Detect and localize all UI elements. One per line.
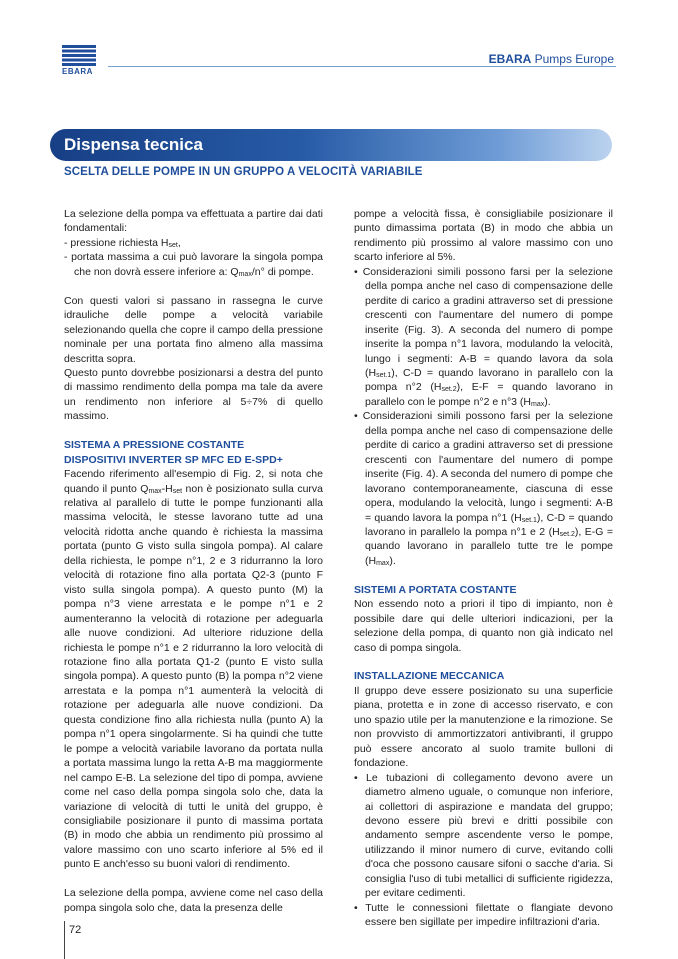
list-item-pressure: - pressione richiesta $H_{set}$,	[64, 236, 181, 249]
section-heading-installation: INSTALLAZIONE MECCANICA	[354, 670, 505, 683]
paragraph-selection: La selezione della pompa, avviene come nel caso della pompa singola solo che, data la presenza delle	[64, 887, 323, 914]
section-heading-constant-pressure: SISTEMA A PRESSIONE COSTANTE	[64, 439, 245, 452]
bullet-piping: • Le tubazioni di collegamento devono avere un diametro almeno uguale, o comunque non inferiore, ai collettori di aspirazione e mandata del gruppo; devono essere più brevi e dritti possibile con andamento sempre ascendente verso le pompe, utilizzando il minor numero di curve, evitando colli d'oca che possono causare sifoni o sacche d'aria. Si consiglia l'uso di tubi metallici di sufficiente rigidezza, per evitare cedimenti.	[354, 771, 613, 900]
paragraph-efficiency: Questo punto dovrebbe posizionarsi a destra del punto di massimo rendimento della pompa ma tale da avere un rendimento non inferiore al 5÷7% di quello massimo.	[64, 366, 323, 423]
section-heading-constant-flow: SISTEMI A PORTATA COSTANTE	[354, 583, 517, 596]
bullet-connections: • Tutte le connessioni filettate o flangiate devono essere ben sigillate per impedire infiltrazioni d'aria.	[354, 901, 613, 929]
footer-rule	[64, 921, 65, 959]
list-item-flow: - portata massima a cui può lavorare la singola pompa che non dovrà essere inferiore a: $Q_{max}/n^\circ$ di pompe.	[64, 251, 323, 278]
paragraph-example: Facendo riferimento all'esempio di Fig. 2, si nota che quando il punto $Q_{max}-H_{set}$ non è posizionato sulla curva relativa al parallelo di tutte le pompe funzionanti alla massima velocità, le stesse lavorano tutte ad una velocità ridotta anche quando è richiesta la massima portata (punto G visto sulla singola pompa). Al calare della richiesta, le pompe n°1, 2 e 3 ridurranno la loro velocità di rotazione fino alla portata Q2-3 (punto F visto sulla singola pompa). A questo punto (M) la pompa n°3 viene arrestata e le pompe n°1 e 2 aumenteranno la velocità di rotazione per adeguarla alle nuove condizioni. Ad ulteriore riduzione della richiesta le pompe n°1 e 2 ridurranno la loro velocità di rotazione fino alla portata Q1-2 (punto E visto sulla singola pompa). A questo punto (B) la pompa n°2 viene arrestata e la pompa n°1 aumenterà la velocità di rotazione per adeguarla alle nuove condizioni. Da questa condizione fino alla richiesta nulla (punto A) la pompa n°1 opera singolarmente. Si ha quindi che tutte le pompe a velocità variabile lavorano da portata nulla a portata massima lungo la retta A-B ma maggiormente nel campo E-B. La selezione del tipo di pompa, avviene come nel caso della pompa singola solo che, data la variazione di velocità di tutti le unità del gruppo, è consigliabile posizionare il punto di massima portata (B) in modo che abbia un rendimento più prossimo al valore massimo con uno scarto inferiore al 5% ed il punto E anch'esso su buoni valori di rendimento.	[64, 468, 323, 871]
bullet-fig3: • Considerazioni simili possono farsi per la selezione della pompa anche nel caso di compensazione delle perdite di carico a gradini attraverso set di pressione crescenti con l'aumentare del numero di pompe inserite (Fig. 3). A seconda del numero di pompe inserite la pompa n°1 lavora, modulando la velocità, lungo i segmenti: A-B = quando lavora da sola $(H_{set.1})$, C-D = quando lavorano in parallelo con la pompa n°2 $(H_{set.2})$, E-F = quando lavorano in parallelo con le pompe n°2 e n°3 $(H_{max})$.	[354, 265, 613, 408]
logo-text: EBARA	[62, 67, 93, 76]
header-brand	[489, 52, 614, 66]
intro-paragraph: La selezione della pompa va effettuata a partire dai dati fondamentali:	[64, 208, 323, 235]
bullet-fig4: • Considerazioni simili possono farsi per la selezione della pompa anche nel caso di compensazione delle perdite di carico a gradini attraverso set di pressione crescenti con l'aumentare del numero di pompe inserite (Fig. 4). A seconda del numero di pompe che lavorano contemporaneamente, ciascuna di esse opera, modulando la velocità, lungo i segmenti: A-B = quando lavora la pompa n°1 $(H_{set.1})$, C-D = quando lavorano in parallelo la pompa n°1 e 2 $(H_{set.2})$, E-G = quando lavorano in parallelo tutte tre le pompe $(H_{max})$.	[354, 410, 614, 567]
paragraph-curves: Con questi valori si passano in rassegna le curve idrauliche delle pompe a velocità variabile selezionando quella che copre il campo della pressione nominale per una portata fino almeno alla massima descritta sopra.	[64, 294, 323, 365]
paragraph-constant-flow: Non essendo noto a priori il tipo di impianto, non è possibile dare qui delle ulteriori indicazioni, per la selezione della pompa, di quanto non già indicato nel caso di pompa singola.	[354, 598, 613, 654]
paragraph-installation: Il gruppo deve essere posizionato su una superficie piana, protetta e in zone di accesso riservato, e con uno spazio utile per la manutenzione e la rimozione. Se non provvisto di ammortizzatori antivibranti, il gruppo può essere ancorato al suolo tramite bulloni di fondazione.	[354, 684, 613, 770]
left-column	[64, 207, 323, 915]
paragraph-continuation: pompe a velocità fissa, è consigliabile posizionare il punto dimassima portata (B) in modo che abbia un rendimento più prossimo al valore massimo con uno scarto inferiore al 5%.	[354, 208, 613, 264]
page-subtitle: SCELTA DELLE POMPE IN UN GRUPPO A VELOCITÀ VARIABILE	[64, 166, 423, 178]
page-title: Dispensa tecnica	[64, 135, 203, 154]
ebara-logo-icon	[62, 45, 96, 67]
page-number: 72	[69, 924, 82, 936]
right-column	[354, 207, 613, 930]
title-banner	[50, 129, 612, 161]
section-subheading-inverter: DISPOSITIVI INVERTER SP MFC ED E-SPD+	[64, 453, 283, 466]
header-rule	[108, 66, 616, 67]
brand-rest: Pumps Europe	[531, 52, 614, 66]
brand-bold: EBARA	[488, 52, 532, 66]
ebara-logo	[62, 45, 96, 76]
